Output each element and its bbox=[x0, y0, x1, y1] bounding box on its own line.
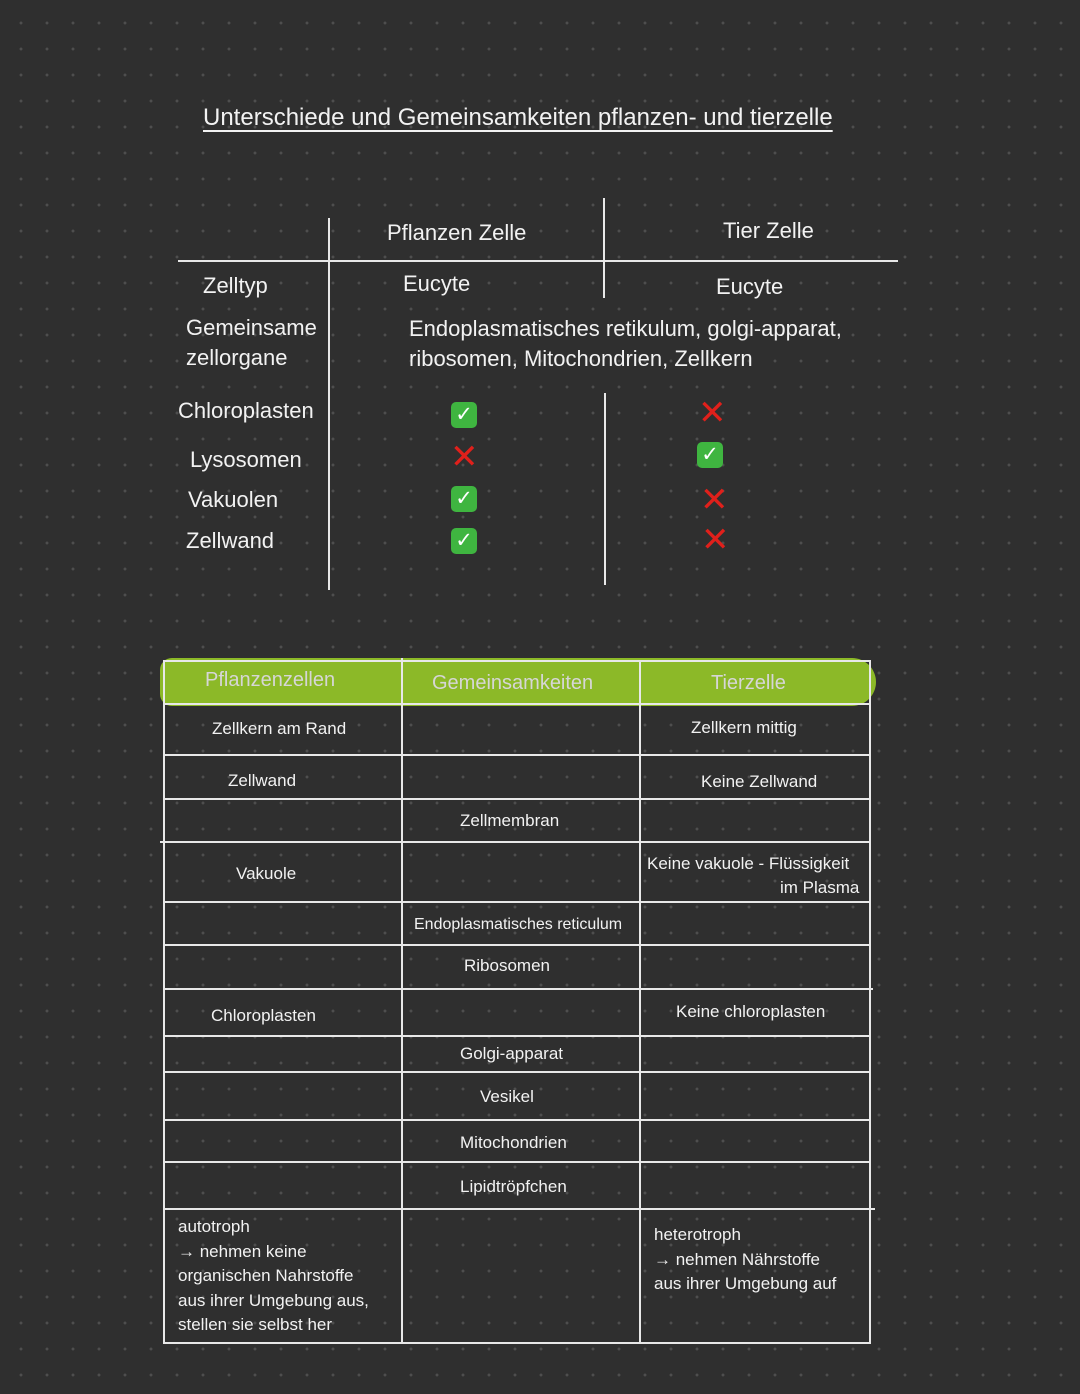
row-label-shared-line2: zellorgane bbox=[186, 345, 288, 370]
row-label-lysosomen: Lysosomen bbox=[190, 447, 302, 472]
row-label-zellwand: Zellwand bbox=[186, 528, 275, 553]
check-icon: ✓ bbox=[451, 402, 477, 428]
cross-icon: ✕ bbox=[701, 521, 730, 559]
cell-plant: Zellkern am Rand bbox=[212, 719, 347, 738]
row-divider bbox=[160, 841, 871, 843]
note-line: heterotroph bbox=[654, 1225, 741, 1244]
cell-animal: Keine chloroplasten bbox=[676, 1002, 826, 1021]
header-underline bbox=[178, 260, 898, 262]
column-divider bbox=[401, 658, 403, 1344]
row-divider bbox=[163, 1119, 871, 1121]
header-gemeinsamkeiten: Gemeinsamkeiten bbox=[432, 672, 594, 694]
row-divider bbox=[163, 944, 871, 946]
cross-icon: ✕ bbox=[700, 481, 729, 519]
cell-common: Endoplasmatisches reticulum bbox=[414, 916, 623, 933]
note-line: → nehmen Nährstoffe bbox=[654, 1249, 820, 1269]
note-line: autotroph bbox=[178, 1217, 250, 1236]
zelltyp-animal: Eucyte bbox=[716, 274, 784, 299]
cell-animal: Keine Zellwand bbox=[701, 772, 818, 791]
row-divider bbox=[163, 798, 871, 800]
note-line: aus ihrer Umgebung aus, bbox=[178, 1290, 369, 1310]
cell-common: Mitochondrien bbox=[460, 1133, 567, 1152]
column-divider bbox=[639, 660, 641, 1344]
cell-common: Zellmembran bbox=[460, 811, 560, 830]
row-divider bbox=[163, 1161, 871, 1163]
note-line: → nehmen keine bbox=[178, 1241, 307, 1261]
row-divider bbox=[163, 1208, 875, 1210]
check-icon: ✓ bbox=[697, 442, 723, 468]
shared-organelles-line1: Endoplasmatisches retikulum, golgi-apparat, bbox=[409, 316, 842, 341]
cell-plant: Chloroplasten bbox=[211, 1006, 316, 1025]
row-divider bbox=[163, 901, 871, 903]
cell-common: Ribosomen bbox=[464, 956, 550, 975]
animal-nutrition-note bbox=[654, 1223, 869, 1297]
cross-icon: ✕ bbox=[450, 438, 479, 476]
plant-nutrition-note bbox=[178, 1215, 400, 1338]
note-line: stellen sie selbst her bbox=[178, 1315, 333, 1334]
page-title: Unterschiede und Gemeinsamkeiten pflanzen- und tierzelle bbox=[203, 104, 833, 131]
cell-common: Lipidtröpfchen bbox=[460, 1177, 567, 1196]
vertical-divider-bottom-right bbox=[604, 393, 606, 585]
cross-icon: ✕ bbox=[698, 394, 727, 432]
cell-animal-line2: im Plasma bbox=[780, 878, 860, 897]
note-line: aus ihrer Umgebung auf bbox=[654, 1274, 837, 1293]
row-label-chloroplasten: Chloroplasten bbox=[178, 398, 314, 423]
row-divider bbox=[163, 988, 873, 990]
cell-animal: Zellkern mittig bbox=[691, 718, 797, 737]
row-divider bbox=[163, 1071, 871, 1073]
row-label-shared-line1: Gemeinsame bbox=[186, 315, 317, 340]
check-icon: ✓ bbox=[451, 486, 477, 512]
vertical-divider-left bbox=[328, 218, 330, 590]
row-divider bbox=[163, 1035, 871, 1037]
shared-organelles-line2: ribosomen, Mitochondrien, Zellkern bbox=[409, 346, 753, 371]
header-pflanzenzellen: Pflanzenzellen bbox=[205, 669, 336, 691]
cell-common: Golgi-apparat bbox=[460, 1044, 564, 1063]
check-icon: ✓ bbox=[451, 528, 477, 554]
row-divider bbox=[163, 703, 871, 705]
header-animal-cell: Tier Zelle bbox=[723, 218, 814, 243]
cell-animal: Keine vakuole - Flüssigkeit bbox=[647, 854, 850, 873]
header-tierzelle: Tierzelle bbox=[711, 672, 786, 694]
row-label-zelltyp: Zelltyp bbox=[203, 273, 268, 298]
header-plant-cell: Pflanzen Zelle bbox=[387, 220, 527, 245]
note-line: organischen Nahrstoffe bbox=[178, 1266, 354, 1285]
zelltyp-plant: Eucyte bbox=[403, 271, 471, 296]
cell-plant: Vakuole bbox=[236, 864, 297, 883]
cell-common: Vesikel bbox=[480, 1087, 534, 1106]
row-label-vakuolen: Vakuolen bbox=[188, 487, 279, 512]
row-divider bbox=[163, 754, 871, 756]
vertical-divider-top-right bbox=[603, 198, 605, 298]
cell-plant: Zellwand bbox=[228, 771, 297, 790]
